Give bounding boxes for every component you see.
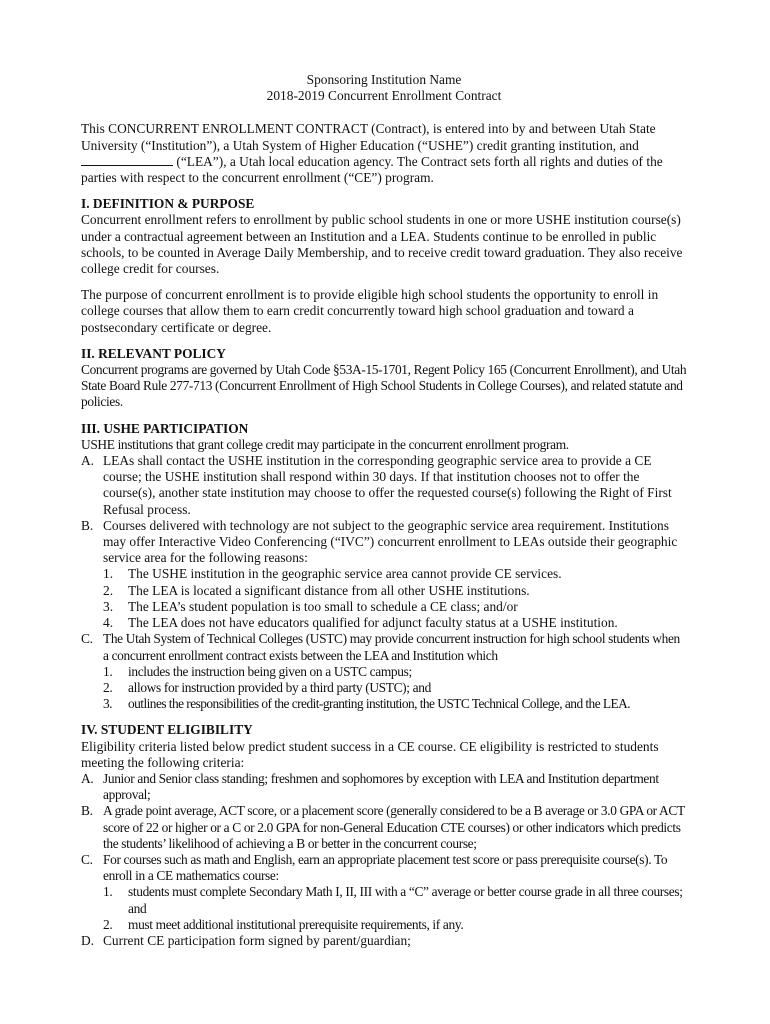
contract-page <box>81 72 687 949</box>
section-3-c-sub-2 <box>81 680 687 696</box>
section-4-item-d <box>81 933 687 949</box>
section-3-item-b <box>81 518 687 567</box>
list-marker: 4. <box>103 615 114 631</box>
section-4-intro: Eligibility criteria listed below predict student success in a CE course. CE eligibility is restricted to students meeting the following criteria: <box>81 738 659 770</box>
list-item-text: includes the instruction being given on a USTC campus; <box>128 663 412 679</box>
section-4-item-a <box>81 771 687 803</box>
list-item-text: A grade point average, ACT score, or a placement score (generally considered to be a B average or 3.0 GPA or ACT score of 22 or higher or a C or 2.0 GPA for non-General Education CTE courses) or other indicators which predicts the students’ likelihood of achieving a B or better in the concurrent course; <box>103 803 685 851</box>
section-3-b-sub-2 <box>81 583 687 599</box>
institution-name: Sponsoring Institution Name <box>306 72 462 87</box>
intro-text-a: This CONCURRENT ENROLLMENT CONTRACT (Contract), is entered into by and between Utah State University (“Institution”), a Utah System of Higher Education (“USHE”) credit granting institution, and <box>81 121 656 153</box>
section-1-paragraph-1: Concurrent enrollment refers to enrollment by public school students in one or more USHE institution course(s) under a contractual agreement between an Institution and a LEA. Students continue to be enrolled in public schools, to be counted in Average Daily Membership, and to receive credit toward graduation. They also receive college credit for courses. <box>81 212 683 277</box>
section-4-c-sub-1 <box>81 884 687 916</box>
list-marker: C. <box>81 631 93 647</box>
list-item-text: The LEA does not have educators qualified for adjunct faculty status at a USHE institution. <box>128 615 618 631</box>
section-4-item-b <box>81 803 687 852</box>
list-marker: A. <box>81 453 95 469</box>
list-item-text: must meet additional institutional prerequisite requirements, if any. <box>128 916 464 932</box>
section-4-c-sub-2 <box>81 917 687 933</box>
list-item-text: allows for instruction provided by a third party (USTC); and <box>128 679 431 695</box>
list-marker: 1. <box>103 884 113 900</box>
list-item-text: Junior and Senior class standing; freshmen and sophomores by exception with LEA and Institution department approval; <box>103 770 659 803</box>
intro-paragraph <box>81 121 687 186</box>
list-marker: 3. <box>103 598 114 614</box>
section-3-b-sub-3 <box>81 599 687 615</box>
section-3-item-c <box>81 631 687 663</box>
list-marker: 1. <box>103 663 113 679</box>
list-item-text: The USHE institution in the geographic service area cannot provide CE services. <box>128 566 562 582</box>
list-item-text: Courses delivered with technology are not subject to the geographic service area requirement. Institutions may offer Interactive Video Conferencing (“IVC”) concurrent enrollment to LEAs outside their geographic service area for the following reasons: <box>103 517 678 566</box>
list-marker: 2. <box>103 916 113 932</box>
list-item-text: students must complete Secondary Math I, II, III with a “C” average or better course grade in all three courses; and <box>128 884 683 916</box>
intro-text-b: (“LEA”), a Utah local education agency. The Contract sets forth all rights and duties of the parties with respect to the concurrent enrollment (“CE”) program. <box>81 153 663 186</box>
list-marker: A. <box>81 770 94 786</box>
section-3-c-sub-1 <box>81 664 687 680</box>
list-marker: 3. <box>103 696 112 712</box>
section-3-b-sub-1 <box>81 566 687 582</box>
contract-title: 2018-2019 Concurrent Enrollment Contract <box>266 88 502 104</box>
list-item-text: For courses such as math and English, earn an appropriate placement test score or pass prerequisite course(s). To enroll in a CE mathematics course: <box>103 851 668 884</box>
section-3-c-sub-3 <box>81 696 687 712</box>
section-3-intro: USHE institutions that grant college credit may participate in the concurrent enrollment program. <box>81 436 569 452</box>
list-item-text: outlines the responsibilities of the credit-granting institution, the USTC Technical College, and the LEA. <box>128 696 631 712</box>
section-2-paragraph: Concurrent programs are governed by Utah Code §53A-15-1701, Regent Policy 165 (Concurrent Enrollment), and Utah State Board Rule 277-713 (Concurrent Enrollment of High School Students in College Courses), and related statute and policies. <box>81 362 687 410</box>
list-marker: 2. <box>103 679 113 695</box>
lea-name-blank[interactable] <box>81 154 173 166</box>
section-3-heading: III. USHE PARTICIPATION <box>81 420 249 436</box>
section-4-item-c <box>81 852 687 884</box>
list-item-text: The LEA is located a significant distance from all other USHE institutions. <box>128 582 530 598</box>
list-item-text: Current CE participation form signed by parent/guardian; <box>103 932 411 948</box>
list-marker: B. <box>81 517 94 533</box>
section-1-heading: I. DEFINITION & PURPOSE <box>81 196 255 212</box>
list-marker: 2. <box>103 582 114 598</box>
document-header <box>81 72 687 104</box>
section-1-paragraph-2: The purpose of concurrent enrollment is to provide eligible high school students the opportunity to enroll in college courses that allow them to earn credit concurrently toward high school graduation and toward a postsecondary certificate or degree. <box>81 287 659 335</box>
section-4-heading: IV. STUDENT ELIGIBILITY <box>81 722 253 738</box>
list-item-text: The Utah System of Technical Colleges (USTC) may provide concurrent instruction for high school students when a concurrent enrollment contract exists between the LEA and Institution which <box>103 631 680 663</box>
list-marker: D. <box>81 932 95 948</box>
list-marker: 1. <box>103 566 114 582</box>
section-2-heading: II. RELEVANT POLICY <box>81 345 226 361</box>
list-item-text: LEAs shall contact the USHE institution in the corresponding geographic service area to provide a CE course; the USHE institution shall respond within 30 days. If that institution chooses not to offer the course(s), another state institution may choose to offer the requested course(s) following the Right of First Refusal process. <box>103 453 672 517</box>
list-marker: C. <box>81 851 93 867</box>
list-item-text: The LEA’s student population is too small to schedule a CE class; and/or <box>128 598 518 614</box>
list-marker: B. <box>81 803 93 819</box>
section-3-item-a <box>81 453 687 518</box>
section-3-b-sub-4 <box>81 615 687 631</box>
